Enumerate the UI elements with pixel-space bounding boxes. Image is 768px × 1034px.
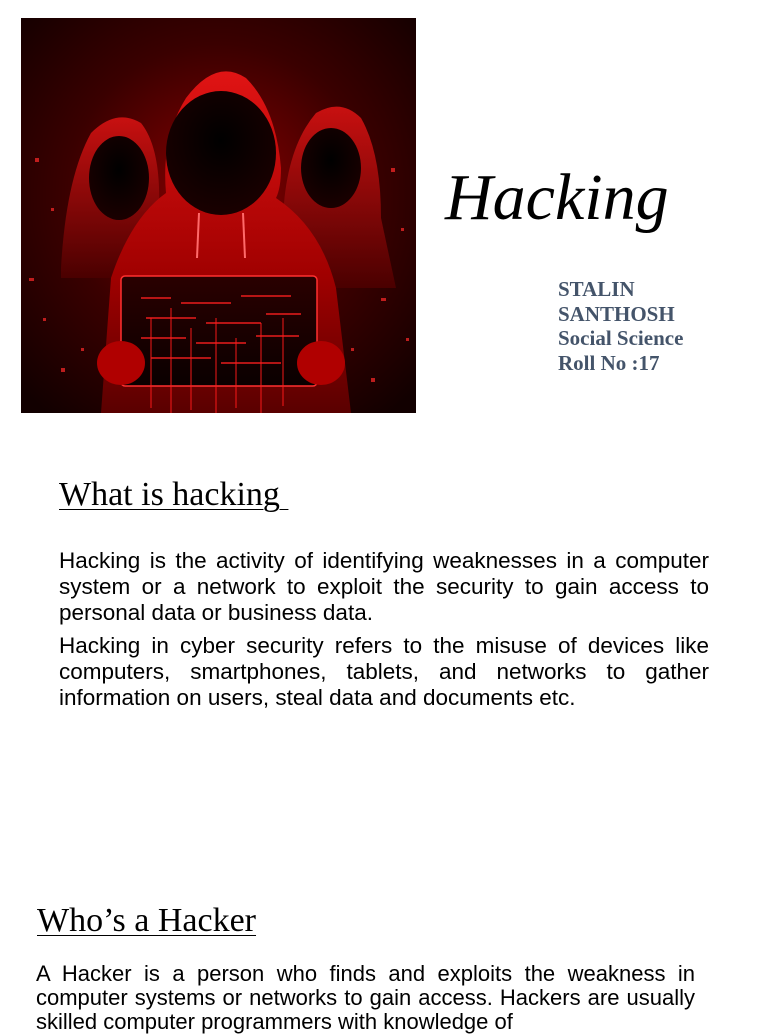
section-heading-whos-a-hacker: Who’s a Hacker [37,902,257,939]
section-heading-what-is-hacking: What is hacking [59,476,289,513]
section-paragraph-cyber-security: Hacking in cyber security refers to the misuse of devices like computers, smartphones, tablets, and networks to gather information on users, steal data and documents etc. [59,633,709,710]
author-subject: Social Science [558,326,684,350]
section-paragraph-definition: Hacking is the activity of identifying weaknesses in a computer system or a network to exploit the security to gain access to personal data or business data. [59,548,709,625]
author-info [558,277,683,375]
hero-image [21,18,416,413]
section-paragraph-hacker: A Hacker is a person who finds and exploits the weakness in computer systems or networks to gain access. Hackers are usually skilled computer programmers with knowledge of [36,961,695,1034]
document-title: Hacking [445,161,669,234]
hooded-hackers-icon [21,18,416,413]
author-first-name: STALIN [558,277,635,301]
author-last-name: SANTHOSH [558,301,675,326]
author-roll-number: Roll No :17 [558,350,660,375]
